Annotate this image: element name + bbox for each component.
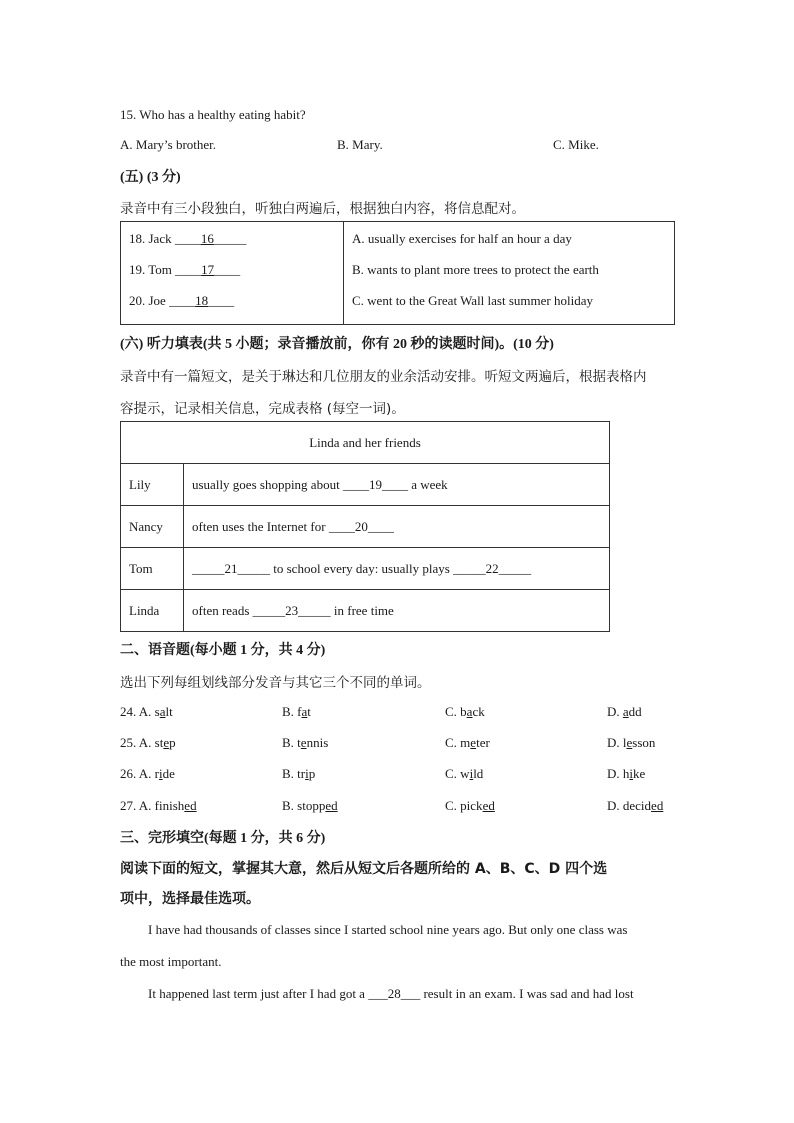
section6-heading: (六) 听力填表(共 5 小题；录音播放前，你有 20 秒的读题时间)。(10 分) [120,337,554,352]
passage-p1-line2: the most important. [120,954,222,969]
row-content: often reads _____23_____ in free time [184,590,610,632]
phonetic-option: D. lesson [607,735,656,750]
blank-21[interactable]: _____21_____ [192,560,270,576]
row-name: Tom [121,548,184,590]
part2-heading: 二、语音题(每小题 1 分，共 4 分) [120,643,326,658]
phonetic-option: C. picked [445,798,495,813]
section6-instruction-1: 录音中有一篇短文，是关于琳达和几位朋友的业余活动安排。听短文两遍后，根据表格内 [120,369,647,385]
table-title: Linda and her friends [121,422,610,464]
table-row [121,464,610,506]
matching-answer-c: C. went to the Great Wall last summer holiday [352,293,593,308]
row-content: _____21_____ to school every day: usually plays _____22_____ [184,548,610,590]
blank-17[interactable]: 17 [201,262,215,277]
q15-option-c: C. Mike. [553,137,599,152]
phonetic-option: 24. A. salt [120,704,173,719]
blank-23[interactable]: _____23_____ [252,602,331,618]
matching-right-cell [344,222,675,325]
part3-instruction-1: 阅读下面的短文，掌握其大意，然后从短文后各题所给的 A、B、C、D 四个选 [120,861,608,877]
blank-20[interactable]: ____20____ [328,518,394,534]
blank-19[interactable]: ____19____ [342,476,408,492]
q15-option-a: A. Mary’s brother. [120,137,217,152]
part3-heading: 三、完形填空(每题 1 分，共 6 分) [120,831,326,846]
q15-question: 15. Who has a healthy eating habit? [120,107,306,122]
matching-left-cell [121,222,344,325]
phonetic-option: D. hike [607,766,646,781]
blank-22[interactable]: _____22_____ [453,560,532,576]
matching-item: 20. Joe ____18____ [129,293,235,308]
row-content: often uses the Internet for ____20____ [184,506,610,548]
phonetic-option: B. fat [282,704,311,719]
row-name: Lily [121,464,184,506]
section6-instruction-2: 容提示，记录相关信息，完成表格 (每空一词)。 [120,401,405,417]
phonetic-option: D. decided [607,798,664,813]
row-name: Linda [121,590,184,632]
table-row [121,506,610,548]
table-row [121,548,610,590]
phonetic-option: C. back [445,704,485,719]
phonetic-option: C. meter [445,735,490,750]
section5-instruction: 录音中有三小段独白，听独白两遍后，根据独白内容，将信息配对。 [120,201,525,217]
blank-28[interactable]: ___28___ [368,986,421,1001]
listening-table [120,421,610,632]
phonetic-option: 26. A. ride [120,766,175,781]
matching-item: 19. Tom ____17____ [129,262,241,277]
phonetic-option: C. wild [445,766,484,781]
blank-18[interactable]: 18 [195,293,209,308]
phonetic-option: 27. A. finished [120,798,197,813]
part3-instruction-2: 项中，选择最佳选项。 [120,891,260,907]
row-content: usually goes shopping about ____19____ a week [184,464,610,506]
matching-item: 18. Jack ____16_____ [129,231,247,246]
passage-p2-line1: It happened last term just after I had got a ___28___ result in an exam. I was sad and had lost [148,986,634,1001]
blank-16[interactable]: 16 [200,231,214,246]
table-row [121,590,610,632]
part2-instruction: 选出下列每组划线部分发音与其它三个不同的单词。 [120,675,431,691]
q15-option-b: B. Mary. [337,137,383,152]
matching-table [120,221,675,325]
matching-answer-b: B. wants to plant more trees to protect the earth [352,262,599,277]
phonetic-option: B. trip [282,766,316,781]
row-name: Nancy [121,506,184,548]
phonetic-option: B. tennis [282,735,329,750]
passage-p1-line1: I have had thousands of classes since I started school nine years ago. But only one class was [148,922,628,937]
phonetic-option: B. stopped [282,798,338,813]
phonetic-option: 25. A. step [120,735,176,750]
matching-answer-a: A. usually exercises for half an hour a day [352,231,572,246]
phonetic-option: D. add [607,704,642,719]
section5-heading: (五) (3 分) [120,170,181,185]
